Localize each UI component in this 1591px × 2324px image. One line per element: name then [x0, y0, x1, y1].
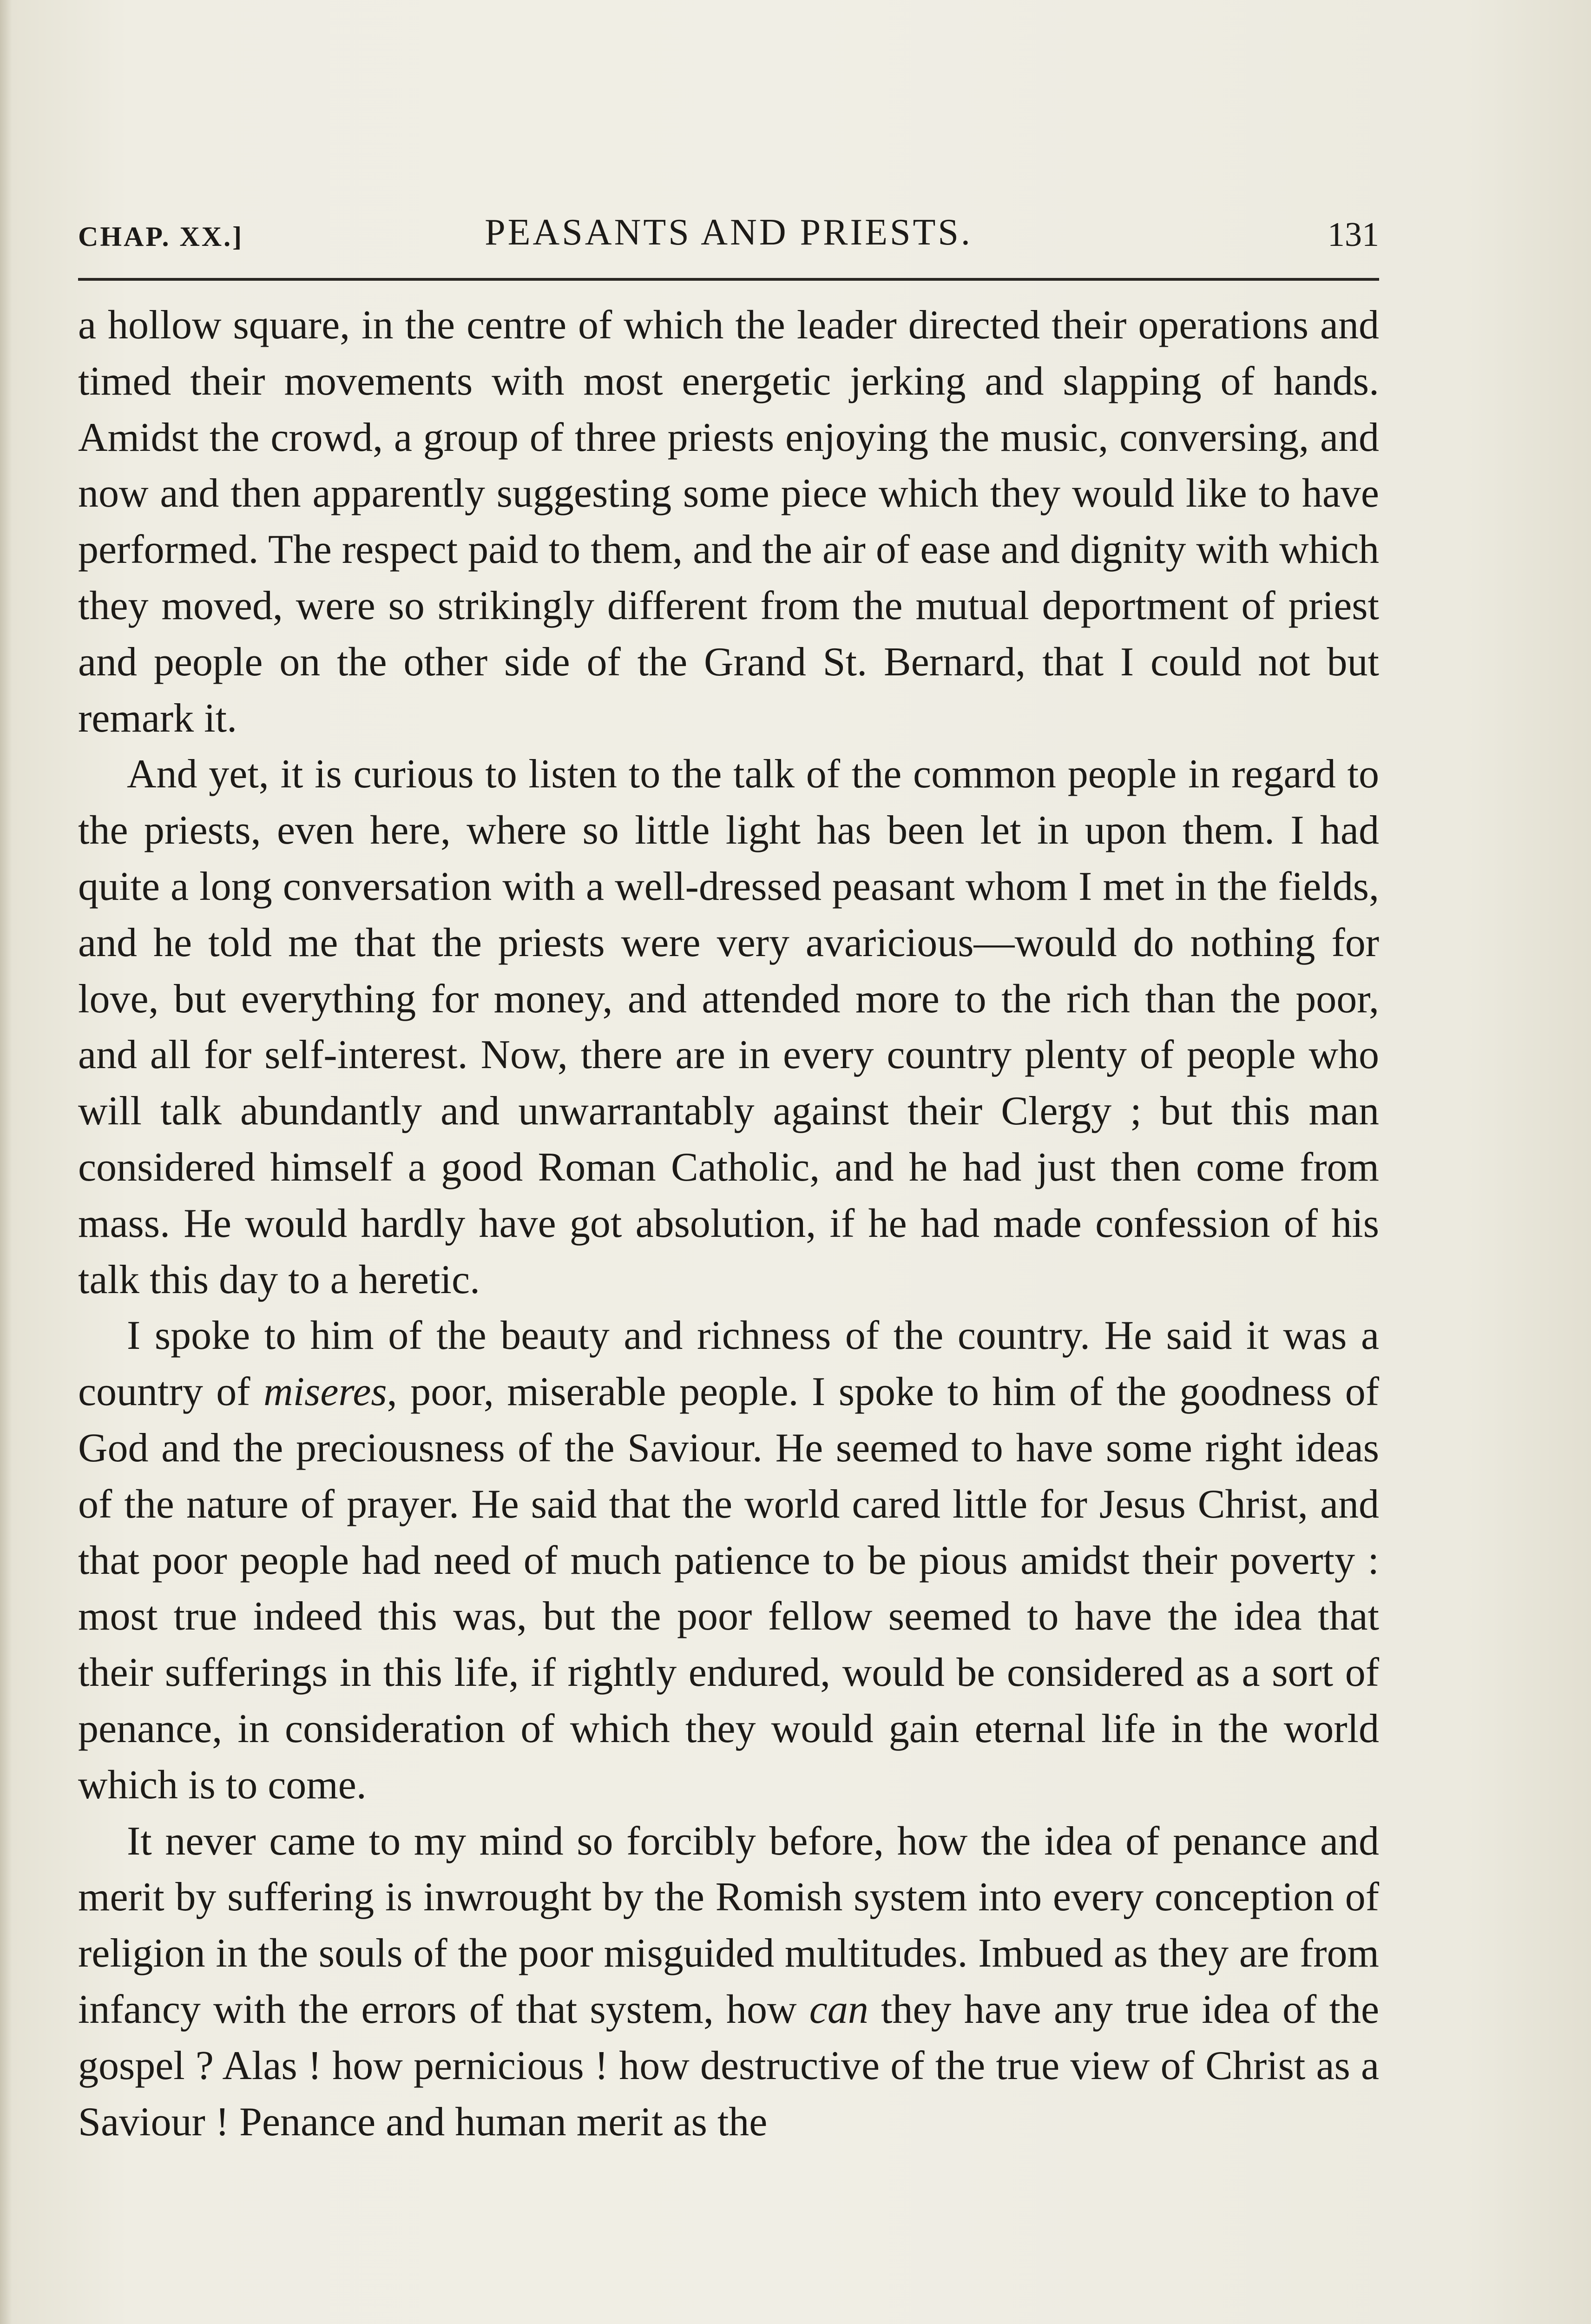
chapter-label: CHAP. XX.]: [78, 221, 244, 252]
paragraph-4-text-before: It never came to my mind so forcibly before, how the idea of penance and merit by suffering is inwrought by the Romish system into every conception of religion in the souls of the poor misguided multitudes. Imbued as they are from infancy with the errors of that system, how: [78, 1818, 1379, 2032]
paragraph-4-italic: can: [809, 1987, 868, 2032]
paragraph-3-text-before: I spoke to him of the beauty and richness of the country. He said it was a country of: [78, 1313, 1379, 1415]
paragraph-3: [78, 1308, 1379, 1813]
paragraph-3-italic: miseres: [263, 1369, 387, 1415]
paragraph-1-text: a hollow square, in the centre of which the leader directed their operations and timed their movements with most energetic jerking and slapping of hands. Amidst the crowd, a group of three priests enjoying the music, conversing, and now and then apparently suggesting some piece which they would like to have performed. The respect paid to them, and the air of ease and dignity with which they moved, were so strikingly different from the mutual deportment of priest and people on the other side of the Grand St. Bernard, that I could not but remark it.: [78, 303, 1379, 741]
paragraph-2-text: And yet, it is curious to listen to the talk of the common people in regard to the priests, even here, where so little light has been let in upon them. I had quite a long conversation with a well-dressed peasant whom I met in the fields, and he told me that the priests were very avaricious—would do nothing for love, but everything for money, and attended more to the rich than the poor, and all for self-interest. Now, there are in every country plenty of people who will talk abundantly and unwarrantably against their Clergy ; but this man considered himself a good Roman Catholic, and he had just then come from mass. He would hardly have got absolution, if he had made confession of his talk this day to a heretic.: [78, 752, 1379, 1302]
paragraph-3-text-after: , poor, miserable people. I spoke to him of the goodness of God and the preciousness of the Saviour. He seemed to have some right ideas of the nature of prayer. He said that the world cared little for Jesus Christ, and that poor people had need of much patience to be pious amidst their poverty : most true indeed this was, but the poor fellow seemed to have the idea that their sufferings in this life, if rightly endured, would be considered as a sort of penance, in consideration of which they would gain eternal life in the world which is to come.: [78, 1369, 1379, 1808]
running-title: PEASANTS AND PRIESTS.: [485, 212, 973, 253]
paragraph-2: [78, 746, 1379, 1308]
page-edge-shadow: [0, 0, 12, 2324]
paragraph-4-text-after: they have any true idea of the gospel ? Alas ! how pernicious ! how destructive of the true view of Christ as a Saviour ! Penance and human merit as the: [78, 1987, 1380, 2145]
paragraph-1: [78, 297, 1379, 746]
body-text: [78, 297, 1379, 2150]
header-rule: [78, 278, 1379, 281]
paragraph-4: [78, 1814, 1379, 2151]
page-number: 131: [1328, 216, 1379, 254]
running-header: [78, 211, 1379, 263]
